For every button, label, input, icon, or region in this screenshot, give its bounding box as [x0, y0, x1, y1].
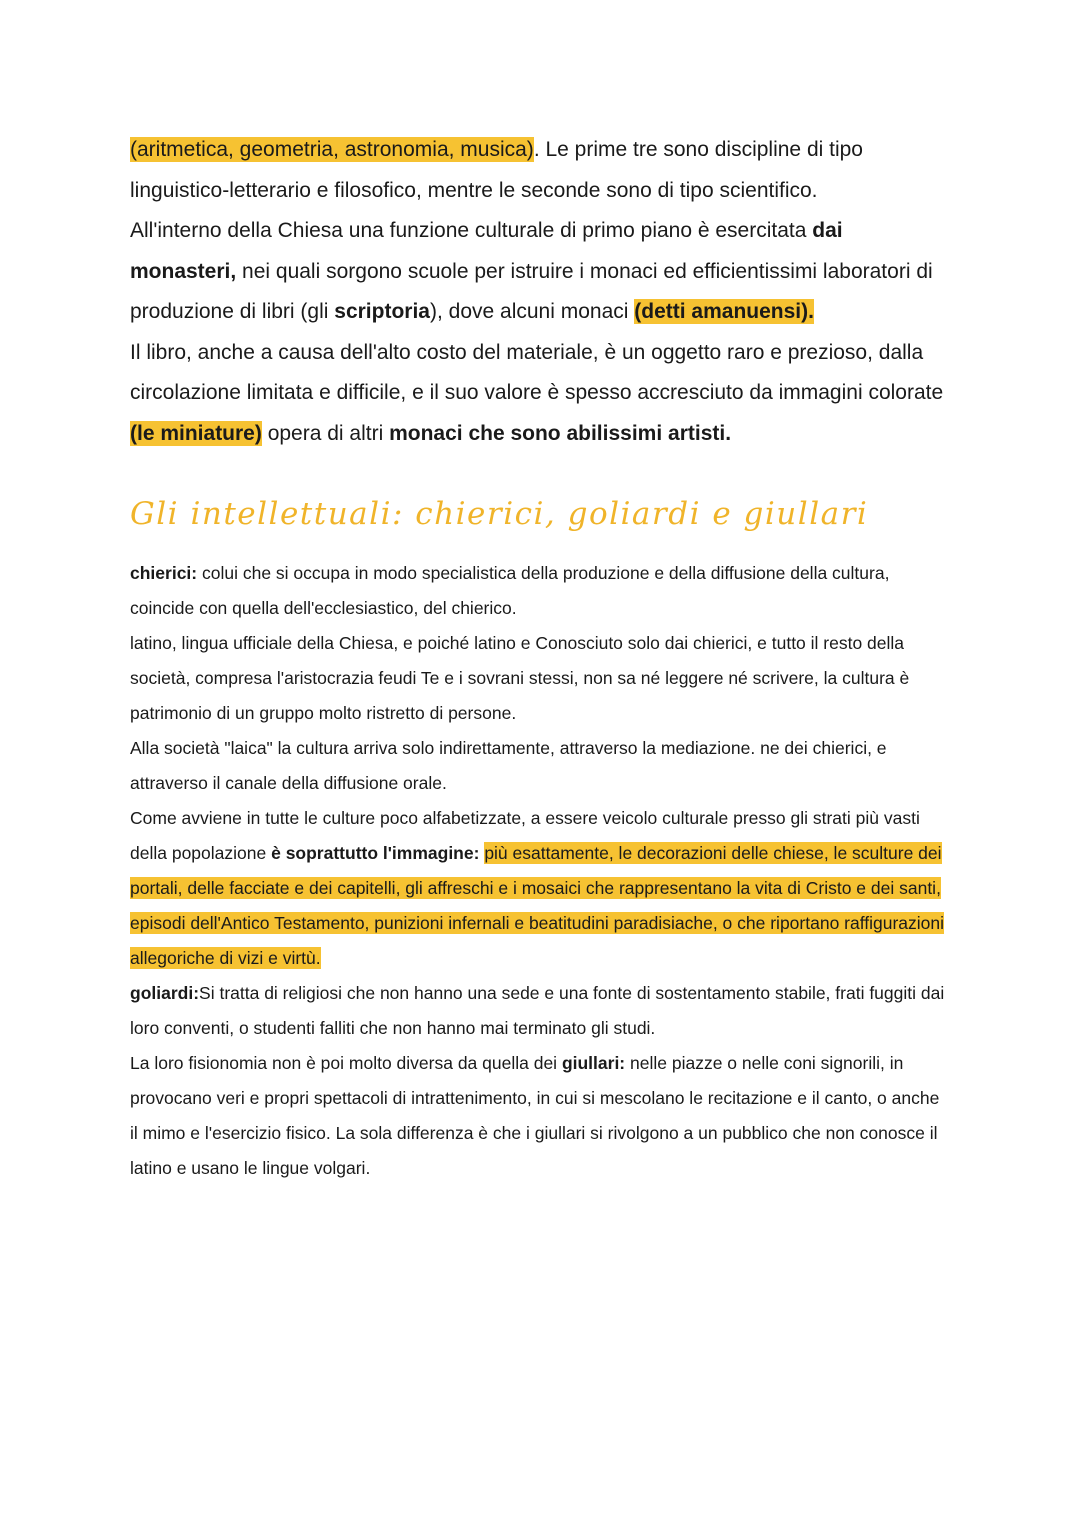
paragraph-text: Il libro, anche a causa dell'alto costo del materiale, è un oggetto raro e prezioso, dalla circolazione limitata e difficile, e il suo valore è spesso accresciuto da immagini colorate [130, 340, 944, 404]
paragraph-text: Alla società "laica" la cultura arriva solo indirettamente, attraverso la mediazione. ne dei chierici, e attraverso il canale della diffusione orale. [130, 738, 887, 793]
section-paragraph-societa [130, 731, 950, 801]
highlighted-bold-text: (le miniature) [130, 421, 262, 445]
intro-text [130, 130, 950, 454]
paragraph-text: nei quali sorgono scuole per istruire i monaci ed efficientissimi laboratori di produzione di libri (gli [130, 259, 933, 323]
paragraph-text: La loro fisionomia non è poi molto diversa da quella dei [130, 1053, 562, 1073]
paragraph-text: colui che si occupa in modo specialistica della produzione e della diffusione della cultura, coincide con quella dell'ecclesiastico, del chierico. [130, 563, 890, 618]
intro-paragraph-3 [130, 333, 950, 455]
section-paragraph-latino [130, 626, 950, 731]
section-paragraph-giullari [130, 1046, 950, 1186]
bold-text: monaci che sono abilissimi artisti. [389, 421, 732, 445]
highlighted-bold-text: (detti amanuensi). [634, 300, 814, 323]
bold-term: chierici: [130, 563, 198, 583]
highlighted-text: (aritmetica, geometria, astronomia, musica) [130, 138, 534, 161]
intro-paragraph-1 [130, 130, 950, 211]
bold-text: è soprattutto l'immagine: [271, 843, 480, 863]
section-title: Gli intellettuali: chierici, goliardi e giullari [130, 496, 869, 532]
bold-term: giullari: [561, 1053, 626, 1073]
paragraph-text: opera di altri [261, 421, 390, 445]
paragraph-text: . Le prime tre sono discipline di tipo linguistico-letterario e filosofico, mentre le seconde sono di tipo scientifico. [130, 138, 863, 202]
paragraph-text: Si tratta di religiosi che non hanno una sede e una fonte di sostentamento stabile, frati fuggiti dai loro conventi, o studenti falliti che non hanno mai terminato gli studi. [130, 983, 945, 1038]
intro-paragraph-2 [130, 211, 950, 333]
section-paragraph-chierici [130, 556, 950, 626]
section-paragraph-goliardi [130, 976, 950, 1046]
paragraph-text: All'interno della Chiesa una funzione culturale di primo piano è esercitata [130, 219, 813, 242]
paragraph-text: latino, lingua ufficiale della Chiesa, e poiché latino e Conosciuto solo dai chierici, e tutto il resto della società, compresa l'aristocrazia feudi Te e i sovrani stessi, non sa né leggere né scrivere, la cultura è patrimonio di un gruppo molto ristretto di persone. [130, 633, 910, 723]
paragraph-text: Come avviene in tutte le culture poco alfabetizzate, a essere veicolo culturale presso gli strati più vasti della popolazione [130, 808, 920, 863]
bold-term: goliardi: [130, 983, 200, 1003]
highlighted-text: più esattamente, le decorazioni delle chiese, le sculture dei portali, delle facciate e dei capitelli, gli affreschi e i mosaici che rappresentano la vita di Cristo e dei santi, episodi dell'Antico Testamento, punizioni infernali e beatitudini paradisiache, o che riportano raffigurazioni allegoriche di vizi e virtù. [130, 843, 945, 968]
section-paragraph-immagine [130, 801, 950, 976]
paragraph-text: ), dove alcuni monaci [429, 300, 635, 323]
bold-text: dai monasteri, [130, 219, 843, 283]
section-body [130, 556, 950, 1186]
paragraph-text: nelle piazze o nelle coni signorili, in provocano veri e propri spettacoli di intrattenimento, in cui si mescolano le recitazione e il canto, o anche il mimo e l'esercizio fisico. La sola differenza è che i giullari si rivolgono a un pubblico che non conosce il latino e usano le lingue volgari. [130, 1053, 940, 1178]
bold-text: scriptoria [334, 300, 430, 323]
